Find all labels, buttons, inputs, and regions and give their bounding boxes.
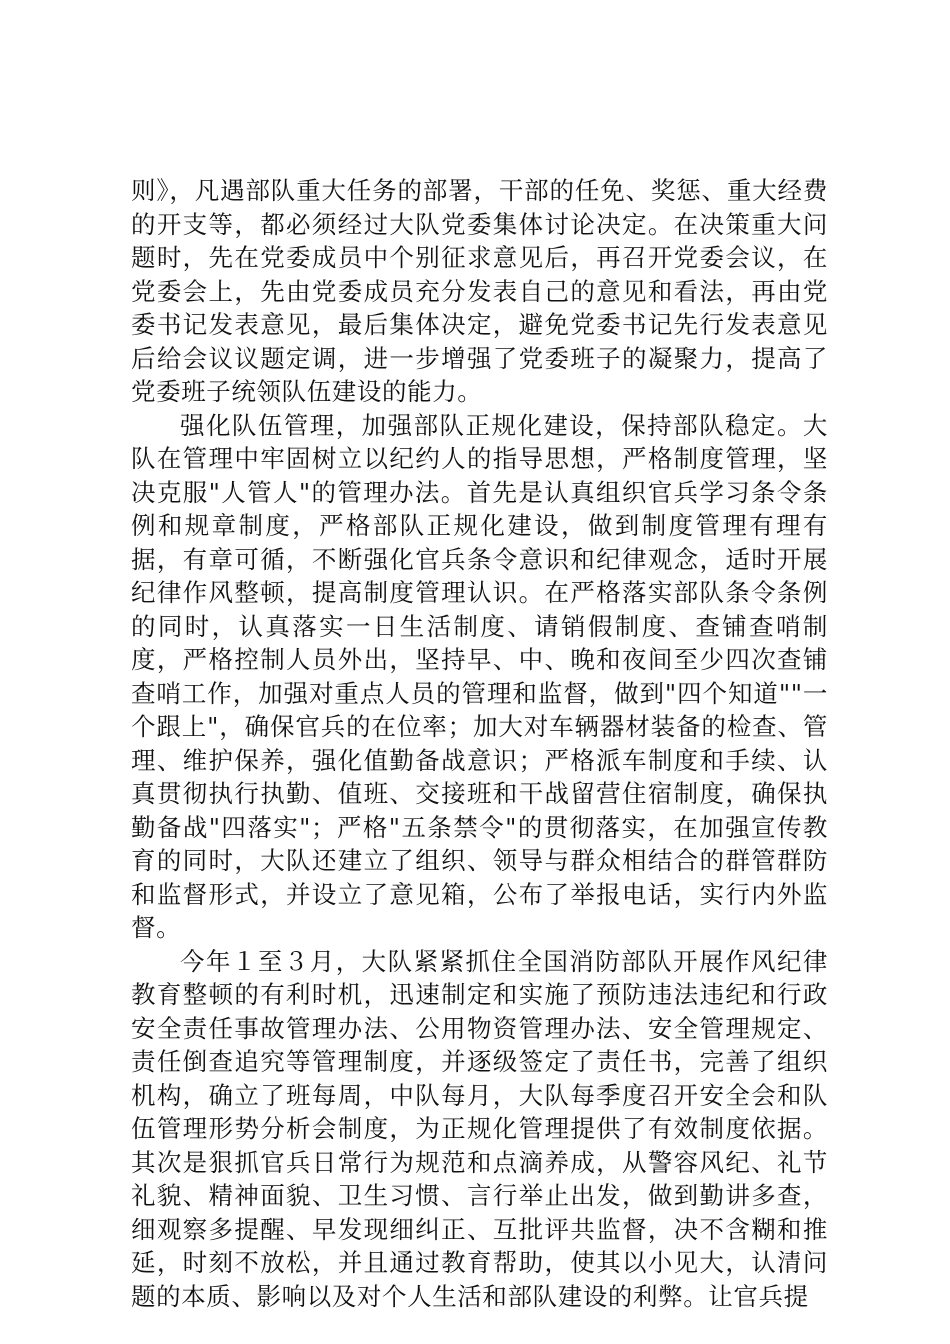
document-body xyxy=(131,174,828,1313)
paragraph-2: 强化队伍管理，加强部队正规化建设，保持部队稳定。大队在管理中牢固树立以纪约人的指导思想，严格制度管理，坚决克服"人管人"的管理办法。首先是认真组织官兵学习条令条例和规章制度，严格部队正规化建设，做到制度管理有理有据，有章可循，不断强化官兵条令意识和纪律观念，适时开展纪律作风整顿，提高制度管理认识。在严格落实部队条令条例的同时，认真落实一日生活制度、请销假制度、查铺查哨制度，严格控制人员外出，坚持早、中、晚和夜间至少四次查铺查哨工作，加强对重点人员的管理和监督，做到"四个知道""一个跟上"，确保官兵的在位率；加大对车辆器材装备的检查、管理、维护保养，强化值勤备战意识；严格派车制度和手续、认真贯彻执行执勤、值班、交接班和干战留营住宿制度，确保执勤备战"四落实"；严格"五条禁令"的贯彻落实，在加强宣传教育的同时，大队还建立了组织、领导与群众相结合的群管群防和监督形式，并设立了意见箱，公布了举报电话，实行内外监督。 xyxy=(131,410,828,942)
paragraph-3: 今年１至３月，大队紧紧抓住全国消防部队开展作风纪律教育整顿的有利时机，迅速制定和实施了预防违法违纪和行政安全责任事故管理办法、公用物资管理办法、安全管理规定、责任倒查追究等管理制度，并逐级签定了责任书，完善了组织机构，确立了班每周，中队每月，大队每季度召开安全会和队伍管理形势分析会制度，为正规化管理提供了有效制度依据。其次是狠抓官兵日常行为规范和点滴养成，从警容风纪、礼节礼貌、精神面貌、卫生习惯、言行举止出发，做到勤讲多查，细观察多提醒、早发现细纠正、互批评共监督，决不含糊和推延，时刻不放松，并且通过教育帮助，使其以小见大，认清问题的本质、影响以及对个人生活和部队建设的利弊。让官兵提 xyxy=(131,946,828,1311)
paragraph-1: 则》，凡遇部队重大任务的部署，干部的任免、奖惩、重大经费的开支等，都必须经过大队党委集体讨论决定。在决策重大问题时，先在党委成员中个别征求意见后，再召开党委会议，在党委会上，先由党委成员充分发表自己的意见和看法，再由党委书记发表意见，最后集体决定，避免党委书记先行发表意见后给会议议题定调，进一步增强了党委班子的凝聚力，提高了党委班子统领队伍建设的能力。 xyxy=(131,176,828,406)
